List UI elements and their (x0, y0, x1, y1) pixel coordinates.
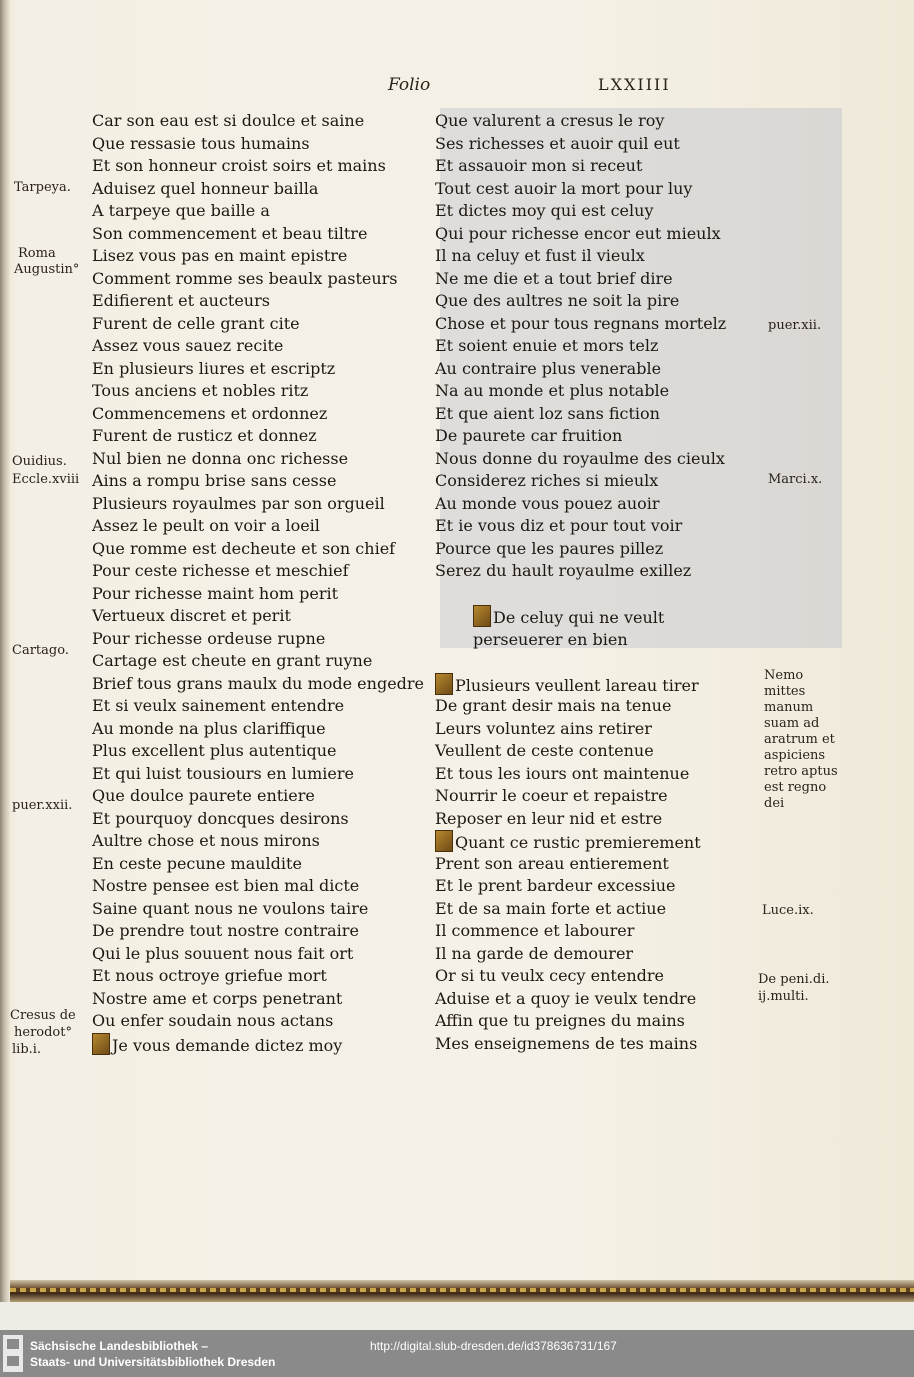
illuminated-initial-icon (435, 673, 453, 695)
text-line (92, 785, 422, 808)
text-line (435, 448, 765, 471)
text-line-content: Que valurent a cresus le roy (435, 111, 665, 130)
text-line (92, 1033, 422, 1056)
text-line (92, 740, 422, 763)
gilt-border (10, 1288, 914, 1292)
text-line-content: Comment romme ses beaulx pasteurs (92, 268, 398, 288)
permalink-url[interactable]: http://digital.slub-dresden.de/id378636731/167 (370, 1339, 617, 1353)
text-line (435, 695, 765, 718)
text-line (435, 920, 765, 943)
text-line (92, 178, 422, 201)
text-line (435, 335, 765, 358)
text-line (435, 313, 765, 336)
text-line-content: De prendre tout nostre contraire (92, 921, 359, 940)
text-line (435, 133, 765, 156)
text-line (435, 943, 765, 966)
text-line (435, 425, 765, 448)
text-line-content: Et ie vous diz et pour tout voir (435, 516, 683, 535)
text-line (92, 695, 422, 718)
text-line-content: Et si veulx sainement entendre (92, 696, 345, 715)
text-line-content: Furent de celle grant cite (92, 313, 300, 333)
text-line (435, 830, 765, 853)
text-line-content: Serez du hault royaulme exillez (435, 561, 692, 580)
text-line-content: Et tous les iours ont maintenue (435, 763, 690, 783)
text-line-content: Il commence et labourer (435, 921, 635, 940)
text-line-content: Affin que tu preignes du mains (435, 1011, 685, 1030)
text-line-content: Et assauoir mon si receut (435, 156, 643, 175)
text-line (435, 875, 765, 898)
text-line (92, 808, 422, 831)
text-line (92, 605, 422, 628)
text-line (92, 515, 422, 538)
page-bottom-margin (0, 1302, 914, 1330)
text-line-content: Qui pour richesse encor eut mieulx (435, 223, 721, 243)
margin-note-cresus-2: herodot° (14, 1025, 72, 1040)
text-line (92, 583, 422, 606)
margin-note-ouidius: Ouidius. (12, 454, 67, 469)
text-line-content: Que ressasie tous humains (92, 133, 310, 153)
text-line-content: Et pourquoy doncques desirons (92, 808, 349, 828)
text-line-content: Pource que les paures pillez (435, 538, 664, 558)
text-line-content: Et que aient loz sans fiction (435, 403, 660, 423)
text-line-content: Et qui luist tousiours en lumiere (92, 763, 354, 783)
text-line-content: Son commencement et beau tiltre (92, 223, 368, 243)
illuminated-initial-icon (92, 1033, 110, 1055)
text-line-content: En plusieurs liures et escriptz (92, 358, 336, 378)
text-line (435, 515, 765, 538)
text-line (435, 808, 765, 831)
margin-note-cartago: Cartago. (12, 643, 69, 658)
text-line (92, 493, 422, 516)
text-line-content: Assez vous sauez recite (92, 336, 284, 355)
text-line-content: Cartage est cheute en grant ruyne (92, 651, 373, 670)
text-line (92, 718, 422, 741)
text-line (92, 538, 422, 561)
text-line (435, 560, 765, 583)
right-text-column (435, 110, 765, 1055)
margin-note-marci: Marci.x. (768, 472, 823, 487)
text-line-content: Commencemens et ordonnez (92, 403, 328, 423)
slub-logo-icon (3, 1335, 23, 1372)
text-line (92, 268, 422, 291)
text-line-content: Ains a rompu brise sans cesse (92, 471, 337, 490)
text-line-content: Que doulce paurete entiere (92, 786, 315, 805)
margin-note-cresus-1: Cresus de (10, 1008, 76, 1023)
text-line (435, 763, 765, 786)
text-line-content: Au monde vous pouez auoir (435, 493, 660, 513)
text-line-content: Car son eau est si doulce et saine (92, 111, 365, 130)
text-line (435, 965, 765, 988)
text-line (92, 898, 422, 921)
text-line (435, 178, 765, 201)
margin-note-nemo: Nemo mittes manum suam ad aratrum et aspiciens retro aptus est regno dei (764, 668, 838, 811)
margin-note-depeni-1: De peni.di. (758, 972, 830, 987)
text-line (435, 358, 765, 381)
text-line-content: Qui le plus souuent nous fait ort (92, 943, 354, 963)
text-line (435, 245, 765, 268)
text-line (435, 268, 765, 291)
text-line (435, 718, 765, 741)
text-line-content: Plus excellent plus autentique (92, 741, 337, 760)
text-line-content: Chose et pour tous regnans mortelz (435, 313, 727, 333)
text-line (92, 628, 422, 651)
margin-note-puer-xii: puer.xii. (768, 318, 822, 333)
illuminated-initial-icon (473, 605, 491, 627)
text-line-content: Et nous octroye griefue mort (92, 966, 327, 985)
text-line-content: Aduise et a quoy ie veulx tendre (435, 988, 697, 1008)
text-line (435, 380, 765, 403)
text-line (92, 110, 422, 133)
text-line (92, 830, 422, 853)
text-line (92, 650, 422, 673)
text-line-content: Prent son areau entierement (435, 853, 669, 873)
text-line-content: Considerez riches si mieulx (435, 471, 659, 490)
text-line (435, 538, 765, 561)
book-bottom-edge (10, 1280, 914, 1302)
margin-note-tarpeya: Tarpeya. (14, 180, 71, 195)
text-line (92, 875, 422, 898)
text-line-content: Plusieurs veullent lareau tirer (455, 675, 699, 695)
text-line (92, 988, 422, 1011)
illuminated-initial-icon (435, 830, 453, 852)
text-line-content: Tous anciens et nobles ritz (92, 381, 309, 400)
text-line-content: Vertueux discret et perit (92, 606, 291, 625)
text-line (92, 965, 422, 988)
text-line-content: Au monde na plus clariffique (92, 718, 326, 738)
text-line (435, 853, 765, 876)
text-line (435, 650, 765, 673)
text-line-content: Il na celuy et fust il vieulx (435, 246, 645, 265)
text-line-content: Tout cest auoir la mort pour luy (435, 178, 693, 198)
text-line-content: Et son honneur croist soirs et mains (92, 156, 386, 175)
folio-label: Folio (388, 75, 431, 95)
text-line-content: Nostre pensee est bien mal dicte (92, 876, 360, 895)
text-line (435, 673, 765, 696)
text-line (92, 358, 422, 381)
text-line-content: A tarpeye que baille a (92, 201, 270, 220)
margin-note-puer-xxii: puer.xxii. (12, 798, 73, 813)
text-line (435, 223, 765, 246)
text-line-content: Pour richesse ordeuse rupne (92, 628, 326, 648)
text-line-content: Nul bien ne donna onc richesse (92, 448, 349, 468)
text-line-content: Brief tous grans maulx du mode engedre (92, 673, 425, 693)
text-line-content: Mes enseignemens de tes mains (435, 1033, 698, 1053)
text-line-content: En ceste pecune mauldite (92, 853, 302, 873)
text-line-content: Furent de rusticz et donnez (92, 426, 317, 445)
margin-note-luce: Luce.ix. (762, 903, 814, 918)
text-line-content: Ses richesses et auoir quil eut (435, 133, 680, 153)
text-line (92, 853, 422, 876)
text-line-content: Et de sa main forte et actiue (435, 898, 667, 918)
text-line (92, 290, 422, 313)
margin-note-augustin: Augustin° (14, 262, 80, 277)
text-line-content: Nostre ame et corps penetrant (92, 988, 343, 1008)
text-line-content: Et soient enuie et mors telz (435, 336, 659, 355)
text-line-content: Pour ceste richesse et meschief (92, 561, 349, 580)
text-line (435, 493, 765, 516)
text-line-content: Ou enfer soudain nous actans (92, 1011, 334, 1030)
text-line-content: Na au monde et plus notable (435, 381, 670, 400)
text-line (435, 110, 765, 133)
text-line-content: Et le prent bardeur excessiue (435, 876, 676, 895)
text-line (92, 200, 422, 223)
text-line (435, 605, 723, 650)
margin-note-cresus-3: lib.i. (12, 1042, 42, 1057)
text-line-content: Plusieurs royaulmes par son orgueil (92, 493, 385, 513)
text-line (92, 155, 422, 178)
margin-note-eccle: Eccle.xviii (12, 472, 80, 487)
text-line (435, 740, 765, 763)
text-line (435, 200, 765, 223)
text-line-content: Saine quant nous ne voulons taire (92, 898, 369, 918)
text-line (435, 155, 765, 178)
text-line (435, 1010, 765, 1033)
library-name-line2: Staats- und Universitätsbibliothek Dresden (30, 1355, 276, 1369)
text-line (435, 785, 765, 808)
text-line (92, 403, 422, 426)
text-line (92, 313, 422, 336)
text-line (92, 470, 422, 493)
text-line-content: Je vous demande dictez moy (112, 1035, 343, 1055)
text-line-content: De grant desir mais na tenue (435, 696, 672, 715)
text-line-content: Assez le peult on voir a loeil (92, 516, 320, 535)
text-line (92, 245, 422, 268)
text-line-content: Nourrir le coeur et repaistre (435, 786, 668, 805)
text-line (435, 470, 765, 493)
text-line (92, 335, 422, 358)
text-line-content: Et dictes moy qui est celuy (435, 201, 654, 220)
folio-number: LXXIIII (598, 75, 671, 94)
text-line-content: Reposer en leur nid et estre (435, 808, 663, 828)
page-gutter (0, 0, 10, 1330)
text-line-content: Au contraire plus venerable (435, 358, 662, 378)
library-footer (0, 1330, 914, 1377)
text-line (92, 133, 422, 156)
margin-note-depeni-2: ij.multi. (758, 989, 809, 1004)
text-line-content: Ne me die et a tout brief dire (435, 268, 673, 288)
text-line-content: Aultre chose et nous mirons (92, 831, 320, 850)
text-line (92, 943, 422, 966)
text-line (435, 403, 765, 426)
text-line-content: Aduisez quel honneur bailla (92, 178, 319, 198)
left-text-column (92, 110, 425, 1055)
text-line (92, 223, 422, 246)
text-line-content: Que des aultres ne soit la pire (435, 291, 680, 310)
text-line (92, 380, 422, 403)
text-line (92, 1010, 422, 1033)
text-line (435, 1033, 765, 1056)
text-line-content: Edifierent et aucteurs (92, 291, 270, 310)
text-line-content: De celuy qui ne veult perseuerer en bien (473, 608, 665, 649)
text-line (92, 560, 422, 583)
text-line (435, 988, 765, 1011)
text-line (92, 920, 422, 943)
text-line (92, 425, 422, 448)
library-name-line1: Sächsische Landesbibliothek – (30, 1339, 209, 1353)
text-line (92, 448, 422, 471)
text-line (92, 673, 425, 696)
text-line-content: Nous donne du royaulme des cieulx (435, 448, 725, 468)
text-line-content: Veullent de ceste contenue (435, 741, 654, 760)
text-line-content: Leurs voluntez ains retirer (435, 718, 652, 738)
text-line-content: Quant ce rustic premierement (455, 833, 701, 852)
text-line-content: Que romme est decheute et son chief (92, 538, 396, 558)
text-line (92, 763, 422, 786)
text-line-content: Or si tu veulx cecy entendre (435, 966, 664, 985)
text-line-content: Il na garde de demourer (435, 943, 634, 963)
text-line-content: De paurete car fruition (435, 426, 623, 445)
text-line (435, 898, 765, 921)
text-line-content: Pour richesse maint hom perit (92, 583, 339, 603)
text-line (435, 583, 765, 606)
text-line-content: Lisez vous pas en maint epistre (92, 246, 348, 265)
margin-note-roma: Roma (18, 246, 56, 261)
text-line (435, 290, 765, 313)
